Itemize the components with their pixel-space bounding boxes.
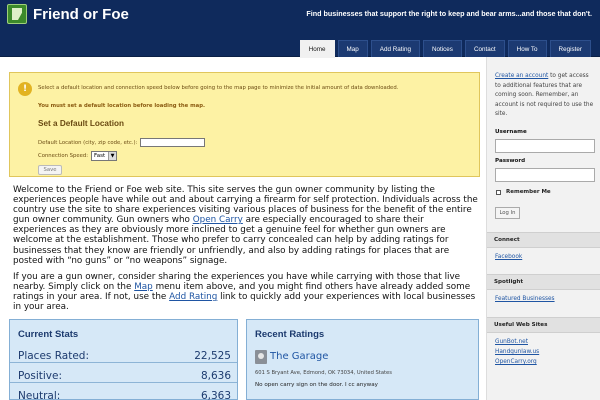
username-label: Username — [495, 129, 527, 135]
password-input[interactable] — [495, 168, 595, 182]
stat-name: Positive: — [18, 370, 63, 382]
logo-text: Friend or Foe — [33, 5, 129, 23]
stat-value: 8,636 — [200, 370, 231, 382]
account-intro-text: to get access to additional features that are coming soon. Remember, an account is not required to use the site. — [495, 73, 594, 118]
login-button[interactable]: Log In — [495, 207, 520, 219]
site-header — [0, 0, 600, 57]
add-rating-link[interactable]: Add Rating — [169, 292, 218, 303]
location-row — [38, 138, 205, 147]
rating-business-link[interactable]: The Garage — [270, 351, 329, 362]
connect-section-header — [487, 232, 600, 248]
featured-businesses-link[interactable]: Featured Businesses — [495, 296, 555, 302]
welcome-text-2c: link to quickly add your experiences with local businesses in your area. — [13, 292, 476, 313]
account-intro — [495, 72, 595, 120]
stat-row-positive — [10, 365, 237, 383]
map-link[interactable]: Map — [134, 282, 153, 293]
nav-tab-add-rating[interactable]: Add Rating — [371, 40, 420, 57]
welcome-paragraph-2 — [13, 272, 479, 312]
stat-value: 22,525 — [194, 350, 231, 362]
nav-tab-map[interactable]: Map — [338, 40, 368, 57]
nav-tab-how-to[interactable]: How To — [508, 40, 547, 57]
site-tagline: Find businesses that support the right to keep and bear arms...and those that don't. — [306, 9, 592, 18]
stat-name: Places Rated: — [18, 350, 90, 362]
nav-tab-contact[interactable]: Contact — [465, 40, 505, 57]
location-label: Default Location (city, zip code, etc.): — [38, 139, 138, 146]
default-location-heading: Set a Default Location — [38, 119, 124, 128]
nav-tab-notices[interactable]: Notices — [423, 40, 462, 57]
save-button[interactable]: Save — [38, 165, 62, 175]
username-input[interactable] — [495, 139, 595, 153]
nav-tab-register[interactable]: Register — [550, 40, 591, 57]
welcome-text-1b: are especially encouraged to share their experiences as they are obviously more inclined to get a genuine feel for whether gun owners are welcome at the establishment. Those who prefer to carry concealed can help by adding ratings for businesses that they know are friendly or unfriendly, and also by adding ratings for places that are posted with “no guns” or “no weapons” signage. — [13, 215, 450, 266]
gunbot-link[interactable]: GunBot.net — [495, 339, 528, 345]
nav-tab-home[interactable]: Home — [300, 40, 335, 58]
speed-label: Connection Speed: — [38, 153, 89, 159]
notice-warning: You must set a default location before loading the map. — [38, 103, 206, 109]
remember-me-checkbox[interactable] — [496, 190, 501, 195]
welcome-text-1: Welcome to the Friend or Foe web site. This site serves the gun owner community by listing the experiences people have while out and about carrying a firearm for self protection. Individuals across the country use the site to share experiences visiting various places of business for the benefit of the entire gun owner community. Gun owners who — [13, 185, 478, 226]
chevron-down-icon: ▼ — [108, 152, 116, 160]
opencarry-link[interactable]: OpenCarry.org — [495, 359, 537, 365]
open-carry-link[interactable]: Open Carry — [192, 215, 243, 226]
connection-speed-select[interactable] — [91, 151, 117, 161]
warning-icon: ! — [18, 82, 32, 96]
stats-title: Current Stats — [18, 329, 79, 340]
site-logo[interactable] — [7, 4, 129, 24]
speed-row — [38, 151, 117, 161]
stat-name: Neutral: — [18, 390, 61, 400]
ratings-title: Recent Ratings — [255, 329, 325, 340]
stat-row-places — [10, 345, 237, 363]
spotlight-title: Spotlight — [494, 279, 524, 285]
welcome-paragraph-1 — [13, 185, 479, 266]
stat-row-neutral — [10, 385, 237, 400]
useful-sites-title: Useful Web Sites — [494, 322, 548, 328]
speed-value: Fast — [94, 153, 106, 159]
facebook-link[interactable]: Facebook — [495, 254, 523, 260]
welcome-text-2a: If you are a gun owner, consider sharing the experiences you have while carrying with those that live nearby. Simply click on the — [13, 272, 461, 293]
default-location-input[interactable] — [140, 138, 205, 147]
password-label: Password — [495, 158, 526, 164]
remember-me-label: Remember Me — [506, 189, 551, 195]
main-nav — [300, 40, 591, 58]
useful-sites-section-header — [487, 317, 600, 333]
neutral-rating-icon — [255, 350, 267, 364]
handgunlaw-link[interactable]: Handgunlaw.us — [495, 349, 540, 355]
logo-icon — [7, 4, 27, 24]
rating-address: 601 S Bryant Ave, Edmond, OK 73034, United States — [255, 370, 392, 376]
recent-ratings-panel — [246, 319, 479, 400]
sidebar — [486, 57, 600, 400]
main-content — [9, 72, 480, 400]
connect-title: Connect — [494, 237, 520, 243]
location-notice — [9, 72, 480, 177]
rating-comment: No open carry sign on the door. I cc anyway — [255, 382, 378, 388]
current-stats-panel — [9, 319, 238, 400]
spotlight-section-header — [487, 274, 600, 290]
notice-message: Select a default location and connection speed below before going to the map page to minimize the initial amount of data downloaded. — [38, 85, 399, 91]
stat-value: 6,363 — [200, 390, 231, 400]
create-account-link[interactable]: Create an account — [495, 73, 549, 79]
welcome-text-2b: menu item above, and you might find others have already added some ratings in your area. If not, use the — [13, 282, 471, 303]
